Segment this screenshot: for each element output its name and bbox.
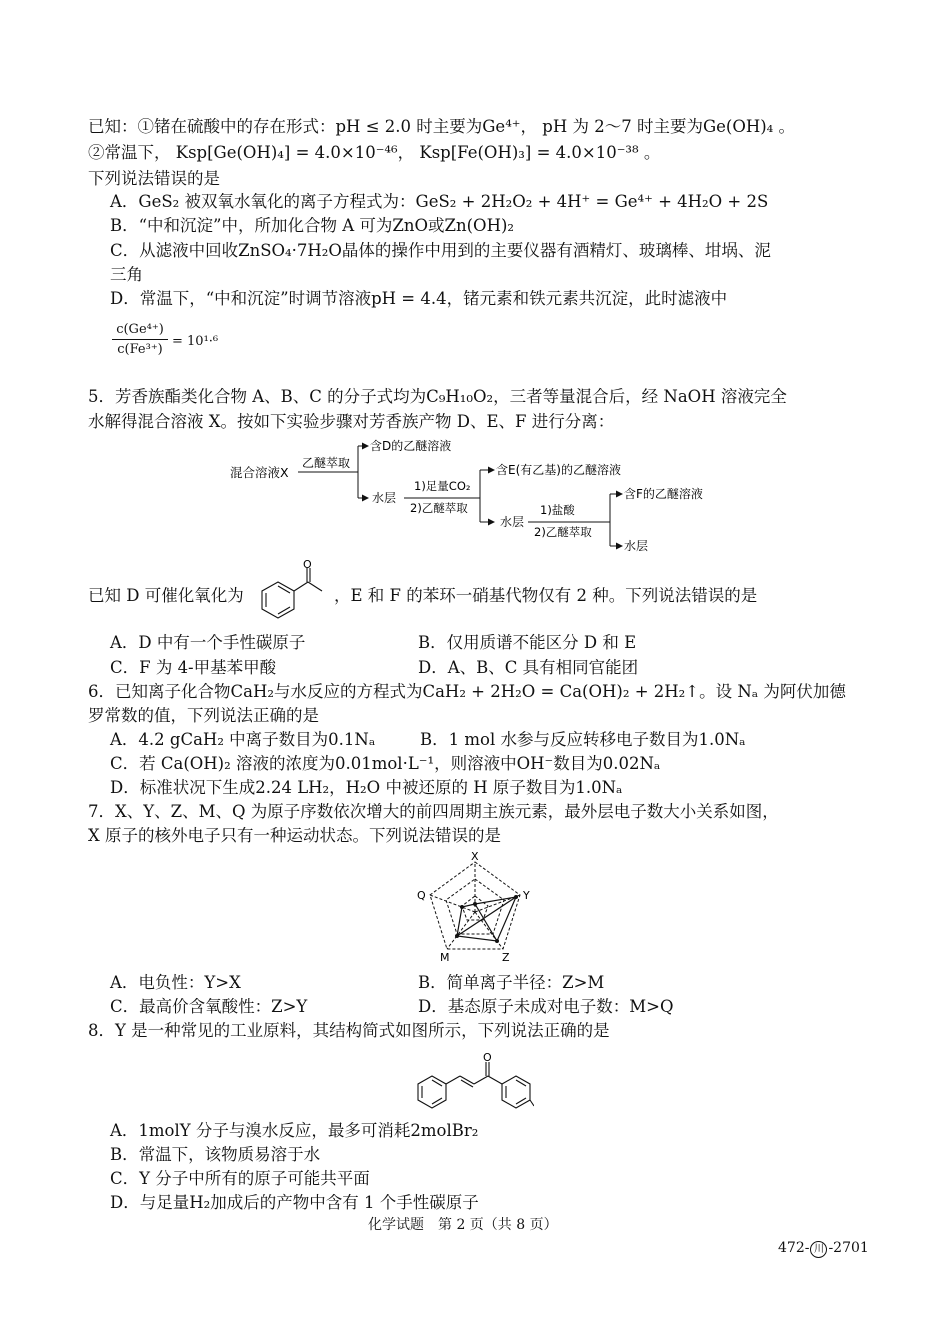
flow-step-hcl: 1)盐酸 <box>540 503 575 517</box>
q4-option-c-cont: 三角 <box>110 265 143 284</box>
fraction-bar <box>112 339 168 340</box>
valence-electron-radar <box>410 848 540 970</box>
flow-product-e: 含E(有乙基)的乙醚溶液 <box>496 463 621 477</box>
q6-option-c: C．若 Ca(OH)₂ 溶液的浓度为0.01mol·L⁻¹，则溶液中OH⁻数目为0.02Nₐ <box>110 754 661 773</box>
q5-option-d: D．A、B、C 具有相同官能团 <box>418 658 639 677</box>
ratio-value: = 10¹·⁶ <box>172 334 219 349</box>
q8-option-d: D．与足量H₂加成后的产物中含有 1 个手性碳原子 <box>110 1193 479 1212</box>
exam-code <box>778 1240 869 1258</box>
q7-option-b: B．简单离子半径：Z>M <box>418 973 605 992</box>
flow-step-extract-1: 乙醚萃取 <box>302 456 351 470</box>
q8-option-b: B．常温下，该物质易溶于水 <box>110 1145 321 1164</box>
flow-step-co2: 1)足量CO₂ <box>414 479 471 493</box>
q4-stem: 下列说法错误的是 <box>88 169 220 188</box>
ratio-denominator: c(Fe³⁺) <box>117 342 163 357</box>
q5-option-a: A．D 中有一个手性碳原子 <box>110 633 306 652</box>
q6-option-b: B．1 mol 水参与反应转移电子数目为1.0Nₐ <box>420 730 746 749</box>
flow-product-f: 含F的乙醚溶液 <box>624 487 703 501</box>
page-footer: 化学试题 第 2 页（共 8 页） <box>368 1217 558 1233</box>
q5-stem-1: 5．芳香族酯类化合物 A、B、C 的分子式均为C₉H₁₀O₂，三者等量混合后，经 NaOH 溶液完全 <box>88 387 787 406</box>
q8-option-c: C．Y 分子中所有的原子可能共平面 <box>110 1169 370 1188</box>
exam-code-suffix: -2701 <box>828 1240 869 1256</box>
flow-water-layer-3: 水层 <box>624 539 649 553</box>
q4-option-b: B．“中和沉淀”中，所加化合物 A 可为ZnO或Zn(OH)₂ <box>110 216 515 235</box>
flow-product-d: 含D的乙醚溶液 <box>370 439 452 453</box>
q6-option-d: D．标准状况下生成2.24 LH₂，H₂O 中被还原的 H 原子数目为1.0Nₐ <box>110 778 623 797</box>
q6-stem-1: 6．已知离子化合物CaH₂与水反应的方程式为CaH₂ + 2H₂O = Ca(OH)₂ + 2H₂↑。设 Nₐ 为阿伏加德 <box>88 682 846 701</box>
q7-stem-1: 7．X、Y、Z、M、Q 为原子序数依次增大的前四周期主族元素，最外层电子数大小关系如图， <box>88 802 779 821</box>
radar-label-z: Z <box>502 951 510 964</box>
radar-label-m: M <box>440 951 450 964</box>
ratio-numerator: c(Ge⁴⁺) <box>116 322 164 337</box>
q4-option-c: C．从滤液中回收ZnSO₄·7H₂O晶体的操作中用到的主要仪器有酒精灯、玻璃棒、坩埚、泥 <box>110 241 771 260</box>
known-line-2: ②常温下， Ksp[Ge(OH)₄] = 4.0×10⁻⁴⁶， Ksp[Fe(OH)₃] = 4.0×10⁻³⁸ 。 <box>88 143 661 162</box>
separation-flowchart <box>228 432 748 557</box>
known-line-1: 已知：①锗在硫酸中的存在形式：pH ≤ 2.0 时主要为Ge⁴⁺， pH 为 2～7 时主要为Ge(OH)₄ 。 <box>88 117 796 136</box>
flow-water-layer-2: 水层 <box>500 515 525 529</box>
q4-option-d: D．常温下，“中和沉淀”时调节溶液pH = 4.4，锗元素和铁元素共沉淀，此时滤液中 <box>110 289 728 308</box>
exam-code-circle: 川 <box>810 1241 827 1258</box>
q4-option-a: A．GeS₂ 被双氧水氧化的离子方程式为：GeS₂ + 2H₂O₂ + 4H⁺ = Ge⁴⁺ + 4H₂O + 2S <box>110 192 769 211</box>
radar-label-y: Y <box>523 889 530 902</box>
q5-known-before: 已知 D 可催化氧化为 <box>88 586 244 605</box>
q5-stem-2: 水解得混合溶液 X。按如下实验步骤对芳香族产物 D、E、F 进行分离： <box>88 412 615 431</box>
q6-stem-2: 罗常数的值，下列说法正确的是 <box>88 706 319 725</box>
q7-option-c: C．最高价含氧酸性：Z>Y <box>110 997 308 1016</box>
ketone-oxygen-label: O <box>483 1051 492 1064</box>
flow-water-layer-1: 水层 <box>372 491 397 505</box>
radar-label-x: X <box>471 850 479 863</box>
q7-stem-2: X 原子的核外电子只有一种运动状态。下列说法错误的是 <box>88 826 501 845</box>
q8-stem: 8．Y 是一种常见的工业原料，其结构简式如图所示，下列说法正确的是 <box>88 1021 610 1040</box>
q5-option-b: B．仅用质谱不能区分 D 和 E <box>418 633 637 652</box>
q6-option-a: A．4.2 gCaH₂ 中离子数目为0.1Nₐ <box>110 730 376 749</box>
q5-option-c: C．F 为 4-甲基苯甲酸 <box>110 658 277 677</box>
q7-option-a: A．电负性：Y>X <box>110 973 241 992</box>
radar-label-q: Q <box>417 889 426 902</box>
flow-mix-solution: 混合溶液X <box>230 465 289 480</box>
q5-known-after: ，E 和 F 的苯环一硝基代物仅有 2 种。下列说法错误的是 <box>334 586 758 605</box>
chalcone-structure <box>414 1048 534 1112</box>
flow-step-extract-2: 2)乙醚萃取 <box>410 501 468 515</box>
acetophenone-structure <box>256 560 340 622</box>
q8-option-a: A．1molY 分子与溴水反应，最多可消耗2molBr₂ <box>110 1121 479 1140</box>
q7-option-d: D．基态原子未成对电子数：M>Q <box>418 997 674 1016</box>
flow-step-extract-3: 2)乙醚萃取 <box>534 525 592 539</box>
concentration-ratio <box>112 322 219 357</box>
carbonyl-oxygen-label: O <box>303 560 312 571</box>
exam-code-prefix: 472- <box>778 1240 810 1256</box>
